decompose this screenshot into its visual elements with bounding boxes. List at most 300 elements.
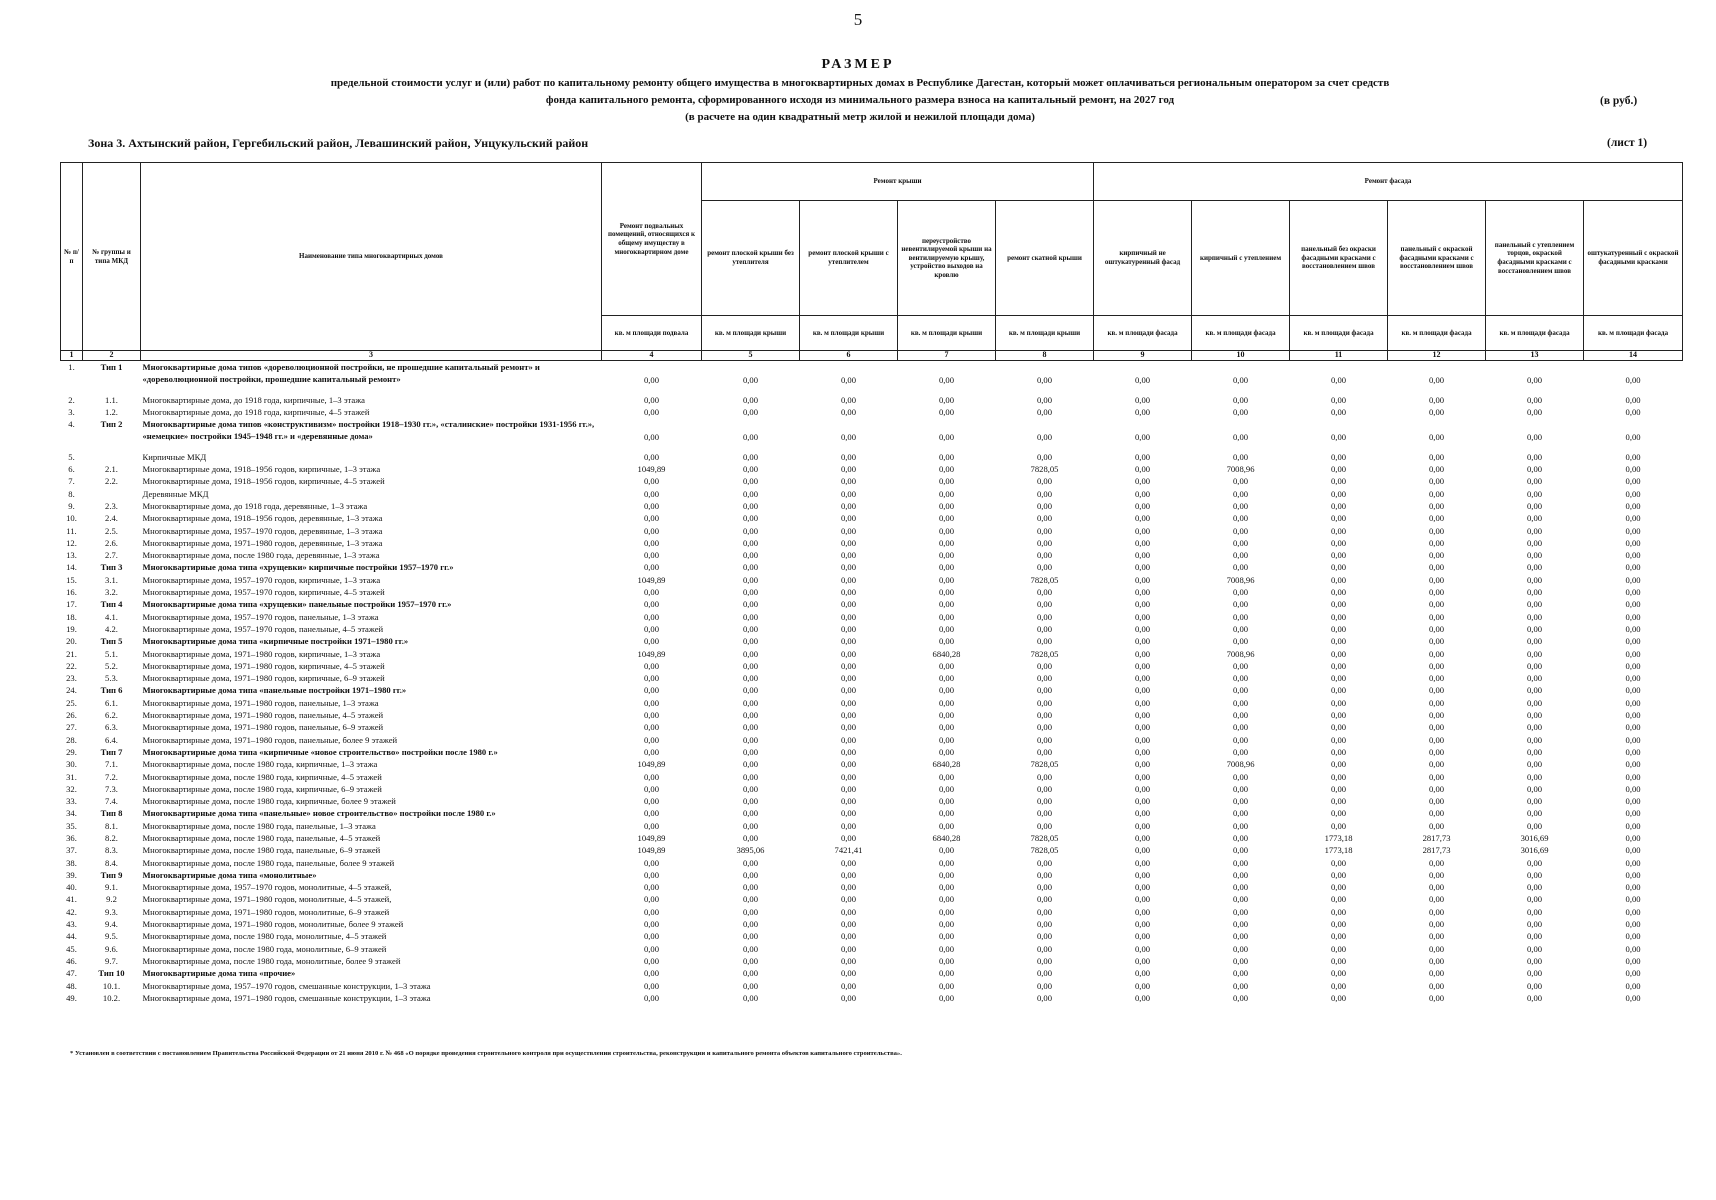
row-value: 0,00	[1331, 980, 1347, 991]
row-value: 0,00	[1233, 722, 1249, 733]
row-value: 0,00	[1527, 882, 1543, 893]
row-value: 0,00	[1527, 771, 1543, 782]
header-roof-col: ремонт плоской крыши с утеплителем	[800, 201, 898, 316]
row-group: 8.2.	[105, 832, 118, 843]
row-value: 0,00	[1527, 488, 1543, 499]
row-value: 0,00	[938, 968, 955, 979]
row-value: 0,00	[1233, 513, 1249, 524]
row-value: 7008,96	[1226, 759, 1255, 770]
row-value: 0,00	[643, 919, 660, 930]
row-value: 0,00	[1036, 488, 1053, 499]
row-value: 0,00	[1135, 537, 1151, 548]
row-name: Многоквартирные дома, после 1980 года, монолитные, более 9 этажей	[142, 955, 401, 966]
column-number: 6	[800, 351, 898, 361]
row-group: 6.2.	[105, 710, 118, 721]
row-value: 0,00	[1625, 562, 1641, 573]
row-value: 0,00	[1233, 882, 1249, 893]
row-value: 0,00	[1135, 845, 1151, 856]
row-value: 0,00	[1625, 857, 1641, 868]
row-value: 0,00	[938, 525, 955, 536]
table-row	[61, 992, 1683, 1004]
row-value: 0,00	[938, 550, 955, 561]
row-value: 0,00	[1331, 968, 1347, 979]
row-number: 22.	[66, 660, 77, 671]
sheet-label: (лист 1)	[1607, 137, 1648, 149]
table-row	[61, 537, 1683, 549]
row-group: 7.3.	[105, 783, 118, 794]
table-row	[61, 771, 1683, 783]
row-value: 0,00	[1527, 857, 1543, 868]
row-value: 0,00	[1135, 697, 1151, 708]
row-name: Многоквартирные дома типа «кирпичные постройки 1971–1980 гг.»	[142, 636, 409, 647]
row-value: 0,00	[1331, 697, 1347, 708]
row-group: Тип 9	[100, 869, 123, 880]
column-number: 9	[1094, 351, 1192, 361]
row-value: 0,00	[643, 869, 660, 880]
row-value: 0,00	[1233, 746, 1249, 757]
row-value: 7421,41	[834, 845, 863, 856]
row-value: 0,00	[1331, 759, 1347, 770]
row-value: 0,00	[1233, 968, 1249, 979]
footnote: * Установлен в соответствии с постановлением Правительства Российской Федерации от 21 июня 2010 г. № 468 «О порядке проведения строительного контроля при осуществлении строительства, реконструкции и капитального ремонта объектов капитального строительства».	[70, 1050, 902, 1057]
row-value: 0,00	[1331, 685, 1347, 696]
row-value: 0,00	[1135, 394, 1151, 405]
column-number: 11	[1290, 351, 1388, 361]
row-value: 0,00	[1331, 857, 1347, 868]
row-group: 2.5.	[105, 525, 118, 536]
table-row	[61, 807, 1683, 819]
row-value: 0,00	[1331, 894, 1347, 905]
row-value: 0,00	[742, 796, 759, 807]
row-value: 7828,05	[1030, 845, 1059, 856]
row-number: 34.	[66, 808, 77, 819]
row-value: 0,00	[643, 636, 660, 647]
row-value: 0,00	[938, 394, 955, 405]
row-value: 0,00	[938, 685, 955, 696]
row-group: Тип 1	[100, 362, 123, 372]
row-number: 10.	[66, 513, 77, 524]
row-value: 0,00	[1331, 660, 1347, 671]
row-value: 0,00	[643, 697, 660, 708]
header-unit: кв. м площади крыши	[898, 316, 996, 351]
row-value: 0,00	[742, 660, 759, 671]
row-value: 0,00	[1233, 537, 1249, 548]
row-value: 0,00	[1233, 710, 1249, 721]
row-value: 0,00	[1625, 734, 1641, 745]
row-value: 0,00	[840, 648, 857, 659]
row-value: 0,00	[1233, 587, 1249, 598]
row-value: 0,00	[1429, 771, 1445, 782]
row-value: 0,00	[1429, 599, 1445, 610]
row-value: 0,00	[742, 771, 759, 782]
row-value: 0,00	[1331, 574, 1347, 585]
table-row	[61, 623, 1683, 635]
row-value: 0,00	[1429, 374, 1445, 385]
row-number: 49.	[66, 992, 77, 1003]
row-number: 40.	[66, 882, 77, 893]
table-row	[61, 611, 1683, 623]
row-value: 0,00	[1625, 599, 1641, 610]
row-number: 3.	[68, 406, 75, 417]
row-value: 0,00	[1331, 796, 1347, 807]
row-value: 0,00	[1135, 820, 1151, 831]
row-value: 0,00	[1135, 832, 1151, 843]
row-value: 0,00	[1527, 537, 1543, 548]
row-value: 0,00	[840, 796, 857, 807]
table-row	[61, 820, 1683, 832]
row-group: 8.4.	[105, 857, 118, 868]
header-no: № п/п	[61, 163, 83, 351]
row-value: 0,00	[1036, 611, 1053, 622]
table-row	[61, 525, 1683, 537]
header-unit: кв. м площади фасада	[1486, 316, 1584, 351]
row-value: 0,00	[742, 636, 759, 647]
row-value: 0,00	[840, 931, 857, 942]
row-value: 0,00	[1036, 783, 1053, 794]
row-number: 8.	[68, 488, 75, 499]
row-value: 0,00	[1429, 980, 1445, 991]
row-value: 0,00	[742, 992, 759, 1003]
row-value: 0,00	[840, 562, 857, 573]
row-value: 0,00	[1625, 525, 1641, 536]
document-subtitle-1: предельной стоимости услуг и (или) работ по капитальному ремонту общего имущества в многоквартирных домах в Республике Дагестан, который может оплачиваться региональным оператором за счет средств	[330, 77, 1390, 89]
row-value: 0,00	[643, 931, 660, 942]
row-number: 12.	[66, 537, 77, 548]
row-value: 0,00	[1135, 611, 1151, 622]
row-value: 0,00	[1625, 992, 1641, 1003]
row-value: 0,00	[840, 894, 857, 905]
row-value: 6840,28	[932, 648, 961, 659]
row-value: 0,00	[742, 513, 759, 524]
row-value: 0,00	[643, 808, 660, 819]
row-number: 5.	[68, 451, 75, 462]
row-name: Многоквартирные дома, 1971–1980 годов, кирпичные, 1–3 этажа	[142, 648, 381, 659]
row-value: 0,00	[1036, 857, 1053, 868]
row-number: 18.	[66, 611, 77, 622]
row-value: 0,00	[742, 820, 759, 831]
row-value: 0,00	[1036, 968, 1053, 979]
row-group: 3.1.	[105, 574, 118, 585]
table-row	[61, 967, 1683, 979]
row-value: 0,00	[643, 431, 660, 442]
row-value: 0,00	[1625, 648, 1641, 659]
row-value: 0,00	[643, 710, 660, 721]
row-value: 0,00	[1331, 550, 1347, 561]
row-value: 0,00	[1135, 587, 1151, 598]
row-value: 0,00	[1036, 992, 1053, 1003]
row-value: 0,00	[1331, 513, 1347, 524]
row-number: 24.	[66, 685, 77, 696]
row-value: 0,00	[1036, 374, 1053, 385]
row-value: 0,00	[742, 488, 759, 499]
row-value: 0,00	[1429, 919, 1445, 930]
row-number: 11.	[66, 525, 77, 536]
document-subtitle-2: фонда капитального ремонта, сформированного исходя из минимального размера взноса на капитальный ремонт, на 2027 год	[545, 94, 1175, 106]
row-value: 0,00	[1429, 476, 1445, 487]
row-value: 0,00	[840, 394, 857, 405]
row-value: 0,00	[1331, 488, 1347, 499]
row-value: 0,00	[742, 537, 759, 548]
row-value: 0,00	[1527, 759, 1543, 770]
row-value: 0,00	[1625, 845, 1641, 856]
table-row	[61, 672, 1683, 684]
row-name: Многоквартирные дома, 1971–1980 годов, панельные, 6–9 этажей	[142, 722, 384, 733]
column-number: 3	[141, 351, 602, 361]
row-value: 0,00	[742, 857, 759, 868]
row-value: 0,00	[1036, 931, 1053, 942]
table-row	[61, 488, 1683, 500]
row-value: 0,00	[840, 623, 857, 634]
row-value: 0,00	[742, 746, 759, 757]
row-value: 0,00	[1135, 685, 1151, 696]
table-row	[61, 881, 1683, 893]
row-value: 7828,05	[1030, 464, 1059, 475]
row-number: 48.	[66, 980, 77, 991]
row-value: 0,00	[840, 537, 857, 548]
row-value: 0,00	[1036, 406, 1053, 417]
row-value: 0,00	[1429, 746, 1445, 757]
row-value: 0,00	[1135, 882, 1151, 893]
row-number: 15.	[66, 574, 77, 585]
row-value: 0,00	[840, 451, 857, 462]
row-value: 0,00	[1036, 525, 1053, 536]
row-value: 0,00	[1625, 906, 1641, 917]
row-value: 0,00	[1331, 943, 1347, 954]
row-value: 0,00	[938, 906, 955, 917]
row-name: Многоквартирные дома типов «дореволюционной постройки, не прошедшие капитальный ремонт» и «дореволюционной постройки, прошедшие капитальный ремонт»	[142, 362, 540, 384]
header-unit: кв. м площади подвала	[602, 316, 702, 351]
header-roof-col: ремонт плоской крыши без утеплителя	[702, 201, 800, 316]
row-value: 0,00	[1527, 906, 1543, 917]
table-row	[61, 832, 1683, 844]
row-value: 0,00	[938, 710, 955, 721]
row-value: 0,00	[742, 931, 759, 942]
column-number: 12	[1388, 351, 1486, 361]
row-value: 0,00	[1625, 820, 1641, 831]
row-value: 0,00	[1625, 464, 1641, 475]
row-value: 0,00	[1429, 796, 1445, 807]
row-value: 1049,89	[637, 845, 666, 856]
row-name: Многоквартирные дома, 1971–1980 годов, кирпичные, 6–9 этажей	[142, 673, 385, 684]
row-value: 0,00	[938, 431, 955, 442]
row-value: 0,00	[1527, 500, 1543, 511]
row-value: 0,00	[840, 759, 857, 770]
row-value: 0,00	[1233, 943, 1249, 954]
row-value: 1773,18	[1324, 845, 1353, 856]
row-value: 0,00	[1331, 500, 1347, 511]
row-number: 17.	[66, 599, 77, 610]
row-number: 21.	[66, 648, 77, 659]
column-number: 4	[602, 351, 702, 361]
row-value: 0,00	[1135, 734, 1151, 745]
table-row	[61, 943, 1683, 955]
row-value: 0,00	[1331, 919, 1347, 930]
row-value: 0,00	[840, 710, 857, 721]
row-name: Многоквартирные дома, после 1980 года, панельные, 4–5 этажей	[142, 832, 381, 843]
row-value: 0,00	[742, 550, 759, 561]
row-name: Многоквартирные дома, 1971–1980 годов, панельные, 1–3 этажа	[142, 697, 379, 708]
row-value: 0,00	[1135, 894, 1151, 905]
row-value: 0,00	[1527, 673, 1543, 684]
row-name: Многоквартирные дома, после 1980 года, монолитные, 4–5 этажей	[142, 931, 387, 942]
row-value: 0,00	[643, 562, 660, 573]
row-value: 0,00	[1331, 636, 1347, 647]
row-value: 0,00	[742, 464, 759, 475]
row-value: 0,00	[1331, 431, 1347, 442]
table-row	[61, 394, 1683, 406]
header-facade-col: кирпичный с утеплением	[1192, 201, 1290, 316]
table-row	[61, 512, 1683, 524]
column-number: 8	[996, 351, 1094, 361]
table-row	[61, 361, 1683, 386]
table-row	[61, 955, 1683, 967]
row-value: 0,00	[643, 820, 660, 831]
row-group: 2.2.	[105, 476, 118, 487]
row-value: 1049,89	[637, 464, 666, 475]
row-value: 0,00	[840, 906, 857, 917]
row-name: Многоквартирные дома, 1957–1970 годов, панельные, 1–3 этажа	[142, 611, 379, 622]
row-value: 0,00	[1135, 759, 1151, 770]
row-value: 0,00	[1527, 869, 1543, 880]
row-value: 0,00	[1036, 550, 1053, 561]
row-value: 0,00	[643, 980, 660, 991]
row-group: 7.1.	[105, 759, 118, 770]
row-value: 0,00	[1429, 648, 1445, 659]
row-name: Кирпичные МКД	[142, 451, 207, 462]
row-value: 0,00	[643, 783, 660, 794]
row-group	[83, 488, 141, 500]
row-value: 0,00	[840, 488, 857, 499]
row-value: 0,00	[840, 476, 857, 487]
row-name: Многоквартирные дома, после 1980 года, панельные, 6–9 этажей	[142, 845, 381, 856]
row-name: Многоквартирные дома типа «кирпичные «новое строительство» постройки после 1980 г.»	[142, 746, 498, 757]
row-value: 0,00	[1429, 697, 1445, 708]
row-value: 0,00	[643, 623, 660, 634]
row-value: 0,00	[840, 611, 857, 622]
row-value: 0,00	[1625, 406, 1641, 417]
row-value: 0,00	[643, 673, 660, 684]
row-value: 0,00	[1036, 734, 1053, 745]
row-value: 0,00	[1036, 722, 1053, 733]
row-number: 6.	[68, 464, 75, 475]
row-value: 0,00	[742, 980, 759, 991]
row-value: 0,00	[1429, 451, 1445, 462]
row-value: 0,00	[643, 968, 660, 979]
row-value: 0,00	[1036, 537, 1053, 548]
row-value: 0,00	[1233, 394, 1249, 405]
row-value: 0,00	[938, 500, 955, 511]
row-value: 0,00	[643, 599, 660, 610]
row-value: 0,00	[1527, 648, 1543, 659]
column-number: 13	[1486, 351, 1584, 361]
row-name: Многоквартирные дома, после 1980 года, панельные, 1–3 этажа	[142, 820, 376, 831]
header-roof-col: ремонт скатной крыши	[996, 201, 1094, 316]
row-value: 0,00	[1429, 894, 1445, 905]
row-name: Деревянные МКД	[142, 488, 209, 499]
row-value: 0,00	[1527, 820, 1543, 831]
row-value: 0,00	[938, 783, 955, 794]
row-group: 1.2.	[105, 406, 118, 417]
header-name: Наименование типа многоквартирных домов	[141, 163, 602, 351]
row-value: 0,00	[1233, 869, 1249, 880]
column-number: 10	[1192, 351, 1290, 361]
row-value: 0,00	[1429, 734, 1445, 745]
row-value: 0,00	[1331, 820, 1347, 831]
table-row	[61, 906, 1683, 918]
row-value: 0,00	[1625, 919, 1641, 930]
header-facade-group: Ремонт фасада	[1094, 163, 1683, 201]
row-group: 5.1.	[105, 648, 118, 659]
row-group: 2.1.	[105, 464, 118, 475]
row-value: 0,00	[1135, 599, 1151, 610]
table-row	[61, 930, 1683, 942]
table-row	[61, 869, 1683, 881]
row-value: 0,00	[1135, 955, 1151, 966]
row-value: 0,00	[1233, 857, 1249, 868]
row-name: Многоквартирные дома, до 1918 года, кирпичные, 4–5 этажей	[142, 406, 370, 417]
row-value: 0,00	[643, 451, 660, 462]
row-value: 0,00	[1429, 464, 1445, 475]
row-value: 0,00	[938, 796, 955, 807]
row-group: 8.1.	[105, 820, 118, 831]
row-value: 0,00	[1036, 476, 1053, 487]
row-value: 0,00	[1527, 611, 1543, 622]
row-value: 0,00	[1527, 550, 1543, 561]
row-value: 0,00	[1036, 394, 1053, 405]
row-name: Многоквартирные дома, 1918–1956 годов, деревянные, 1–3 этажа	[142, 513, 383, 524]
table-row	[61, 684, 1683, 696]
row-value: 0,00	[938, 636, 955, 647]
row-value: 0,00	[1527, 943, 1543, 954]
row-value: 0,00	[1233, 894, 1249, 905]
row-value: 0,00	[1331, 808, 1347, 819]
row-value: 0,00	[1527, 525, 1543, 536]
row-value: 0,00	[643, 525, 660, 536]
row-value: 0,00	[1135, 513, 1151, 524]
row-name: Многоквартирные дома, 1957–1970 годов, монолитные, 4–5 этажей,	[142, 882, 392, 893]
row-value: 0,00	[840, 722, 857, 733]
table-row	[61, 500, 1683, 512]
row-value: 7008,96	[1226, 464, 1255, 475]
row-group: Тип 5	[100, 636, 123, 647]
row-value: 0,00	[1233, 783, 1249, 794]
table-body	[61, 361, 1683, 1005]
row-name: Многоквартирные дома типа «панельные постройки 1971–1980 гг.»	[142, 685, 407, 696]
row-value: 0,00	[643, 992, 660, 1003]
row-value: 0,00	[840, 660, 857, 671]
row-value: 0,00	[1527, 992, 1543, 1003]
row-value: 0,00	[1233, 562, 1249, 573]
row-group: 6.3.	[105, 722, 118, 733]
row-value: 0,00	[742, 919, 759, 930]
row-value: 0,00	[742, 431, 759, 442]
header-unit: кв. м площади фасада	[1094, 316, 1192, 351]
row-name: Многоквартирные дома, 1918–1956 годов, кирпичные, 1–3 этажа	[142, 464, 381, 475]
row-value: 0,00	[1429, 820, 1445, 831]
row-value: 0,00	[938, 722, 955, 733]
row-name: Многоквартирные дома, 1957–1970 годов, смешанные конструкции, 1–3 этажа	[142, 980, 431, 991]
row-value: 0,00	[1527, 697, 1543, 708]
row-value: 0,00	[1625, 636, 1641, 647]
zone-heading: Зона 3. Ахтынский район, Гергебильский район, Левашинский район, Унцукульский район	[88, 136, 589, 150]
row-value: 0,00	[742, 697, 759, 708]
spacer-row	[61, 443, 1683, 451]
row-value: 1049,89	[637, 759, 666, 770]
row-value: 0,00	[1625, 673, 1641, 684]
row-value: 0,00	[1331, 882, 1347, 893]
row-value: 0,00	[1233, 906, 1249, 917]
cost-table	[60, 162, 1683, 1004]
